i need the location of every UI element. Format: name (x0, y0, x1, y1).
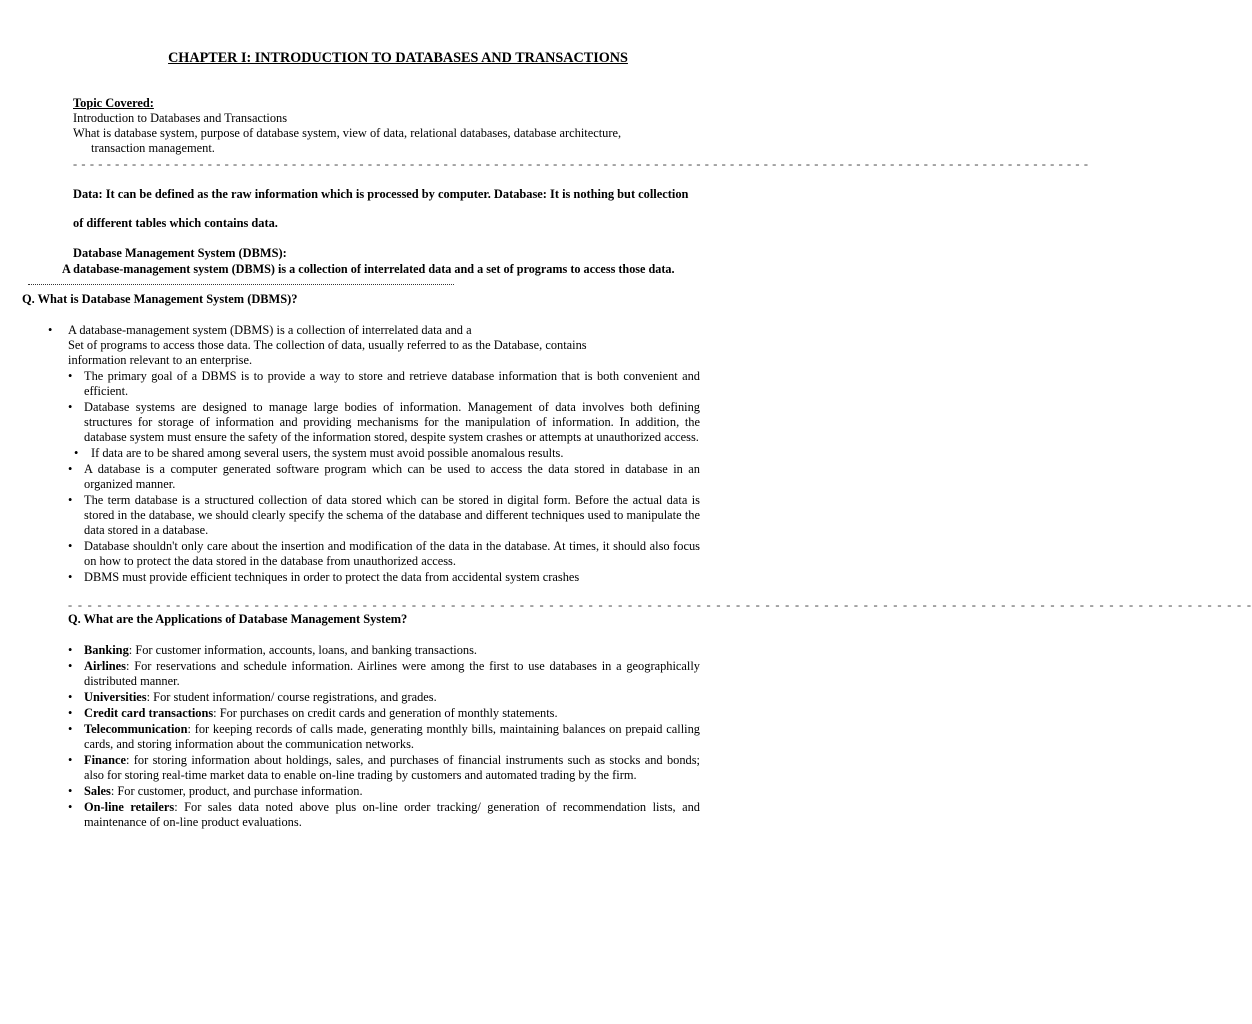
divider-line (28, 284, 454, 285)
list-item: • DBMS must provide efficient techniques in order to protect the data from accidental system crashes (68, 570, 580, 584)
list-item-text: Database shouldn't only care about the insertion and modification of the data in the database. At times, it should also focus on how to protect the data stored in the database from unauthorized access. (84, 539, 700, 568)
list-item: • Airlines: For reservations and schedule information. Airlines were among the first to use databases in a geographically distributed manner. (68, 659, 700, 688)
list-item: • Database shouldn't only care about the insertion and modification of the data in the database. At times, it should also focus on how to protect the data stored in the database from unauthorized access. (68, 539, 700, 568)
app-text: : For sales data noted above plus on-line order tracking/ generation of recommendation lists, and maintenance of on-line product evaluations. (84, 800, 700, 829)
app-label: Airlines (84, 659, 126, 673)
data-definition-cont: of different tables which contains data. (73, 216, 278, 230)
q2-applications-list (68, 643, 700, 830)
q1-bullet-list (68, 369, 700, 585)
q2-question: Q. What are the Applications of Database Management System? (68, 612, 408, 626)
q1-intro-line: Set of programs to access those data. The collection of data, usually referred to as the Database, contains (68, 338, 587, 352)
list-item: • Credit card transactions: For purchases on credit cards and generation of monthly statements. (68, 706, 558, 720)
topic-line: What is database system, purpose of database system, view of data, relational databases, database architecture, (73, 126, 622, 140)
list-item: • The primary goal of a DBMS is to provide a way to store and retrieve database information that is both convenient and efficient. (68, 369, 700, 398)
list-item: • Sales: For customer, product, and purchase information. (68, 784, 363, 798)
app-text: : For purchases on credit cards and generation of monthly statements. (213, 706, 558, 720)
list-item-text: DBMS must provide efficient techniques in order to protect the data from accidental system crashes (84, 570, 580, 584)
app-label: Universities (84, 690, 147, 704)
dbms-heading: Database Management System (DBMS): (73, 246, 287, 260)
app-label: On-line retailers (84, 800, 175, 814)
app-label: Finance (84, 753, 126, 767)
q1-question: Q. What is Database Management System (DBMS)? (22, 292, 298, 306)
bullet-dot: • (48, 323, 53, 337)
list-item-text: A database is a computer generated software program which can be used to access the data stored in database in an organized manner. (84, 462, 700, 491)
separator-dashes: - - - - - - - - - - - - - - - - - - - - - - - - - - - - - - - - - - - - - - - - - - - - - - - - - - - - - - - - - - - - - - - - - - - - - - - - - - - - - - - - - - - - - - - - - - - - - - - - - - - - - - - - - - - - - - - - - - - - - - - - - (68, 598, 1252, 612)
list-item-text: Database systems are designed to manage large bodies of information. Management of data involves both defining structures for storage of information and providing mechanisms for the manipulation of information. In addition, the database system must ensure the safety of the information stored, despite system crashes or attempts at unauthorized access. (84, 400, 700, 444)
list-item-text: If data are to be shared among several users, the system must avoid possible anomalous results. (91, 446, 564, 460)
topic-line: transaction management. (91, 141, 215, 155)
app-label: Sales (84, 784, 111, 798)
list-item: • Finance: for storing information about holdings, sales, and purchases of financial instruments such as stocks and bonds; also for storing real-time market data to enable on-line trading by customers and automated trading by the firm. (68, 753, 700, 782)
list-item: • The term database is a structured collection of data stored which can be stored in digital form. Before the actual data is stored in the database, we should clearly specify the schema of the database and different techniques used to manipulate the data stored in a database. (68, 493, 700, 537)
app-text: : For student information/ course registrations, and grades. (146, 690, 437, 704)
app-text: : For reservations and schedule information. Airlines were among the first to use databases in a geographically distributed manner. (84, 659, 700, 688)
list-item: • A database is a computer generated software program which can be used to access the data stored in database in an organized manner. (68, 462, 700, 491)
topic-line: Introduction to Databases and Transactions (73, 111, 288, 125)
separator-dashes: - - - - - - - - - - - - - - - - - - - - - - - - - - - - - - - - - - - - - - - - - - - - - - - - - - - - - - - - - - - - - - - - - - - - - - - - - - - - - - - - - - - - - - - - - - - - - - - - - - - - - - - - - - - - - - - - - - - - - - - - - (73, 157, 1089, 171)
list-item: • On-line retailers: For sales data noted above plus on-line order tracking/ generation of recommendation lists, and maintenance of on-line product evaluations. (68, 800, 700, 829)
list-item: • If data are to be shared among several users, the system must avoid possible anomalous results. (74, 446, 564, 460)
app-label: Credit card transactions (84, 706, 214, 720)
q1-intro-line: information relevant to an enterprise. (68, 353, 253, 367)
app-label: Banking (84, 643, 129, 657)
list-item-text: The primary goal of a DBMS is to provide a way to store and retrieve database information that is both convenient and efficient. (84, 369, 700, 398)
app-text: : for storing information about holdings, sales, and purchases of financial instruments such as stocks and bonds; also for storing real-time market data to enable on-line trading by customers and automated trading by the firm. (84, 753, 700, 782)
topic-covered-section (73, 96, 685, 156)
list-item-text: The term database is a structured collection of data stored which can be stored in digital form. Before the actual data is stored in the database, we should clearly specify the schema of the database and different techniques used to manipulate the data stored in a database. (84, 493, 700, 537)
app-text: : For customer, product, and purchase information. (110, 784, 363, 798)
app-text: : For customer information, accounts, loans, and banking transactions. (128, 643, 478, 657)
list-item: • Universities: For student information/ course registrations, and grades. (68, 690, 437, 704)
app-text: : for keeping records of calls made, generating monthly bills, maintaining balances on prepaid calling cards, and storing information about the communication networks. (84, 722, 700, 751)
list-item: • Database systems are designed to manage large bodies of information. Management of data involves both defining structures for storage of information and providing mechanisms for the manipulation of information. In addition, the database system must ensure the safety of the information stored, despite system crashes or attempts at unauthorized access. (68, 400, 700, 444)
list-item: • Banking: For customer information, accounts, loans, and banking transactions. (68, 643, 478, 657)
q1-intro-line: A database-management system (DBMS) is a collection of interrelated data and a (68, 323, 472, 337)
dbms-definition: A database-management system (DBMS) is a collection of interrelated data and a set of programs to access those data. (62, 262, 675, 276)
q1-intro (48, 323, 708, 368)
app-label: Telecommunication (84, 722, 188, 736)
topic-heading: Topic Covered: (73, 96, 154, 110)
chapter-title: CHAPTER I: INTRODUCTION TO DATABASES AND TRANSACTIONS (168, 50, 628, 66)
data-definition: Data: It can be defined as the raw information which is processed by computer. Database: It is nothing but collection (73, 187, 689, 201)
list-item: • Telecommunication: for keeping records of calls made, generating monthly bills, maintaining balances on prepaid calling cards, and storing information about the communication networks. (68, 722, 700, 751)
